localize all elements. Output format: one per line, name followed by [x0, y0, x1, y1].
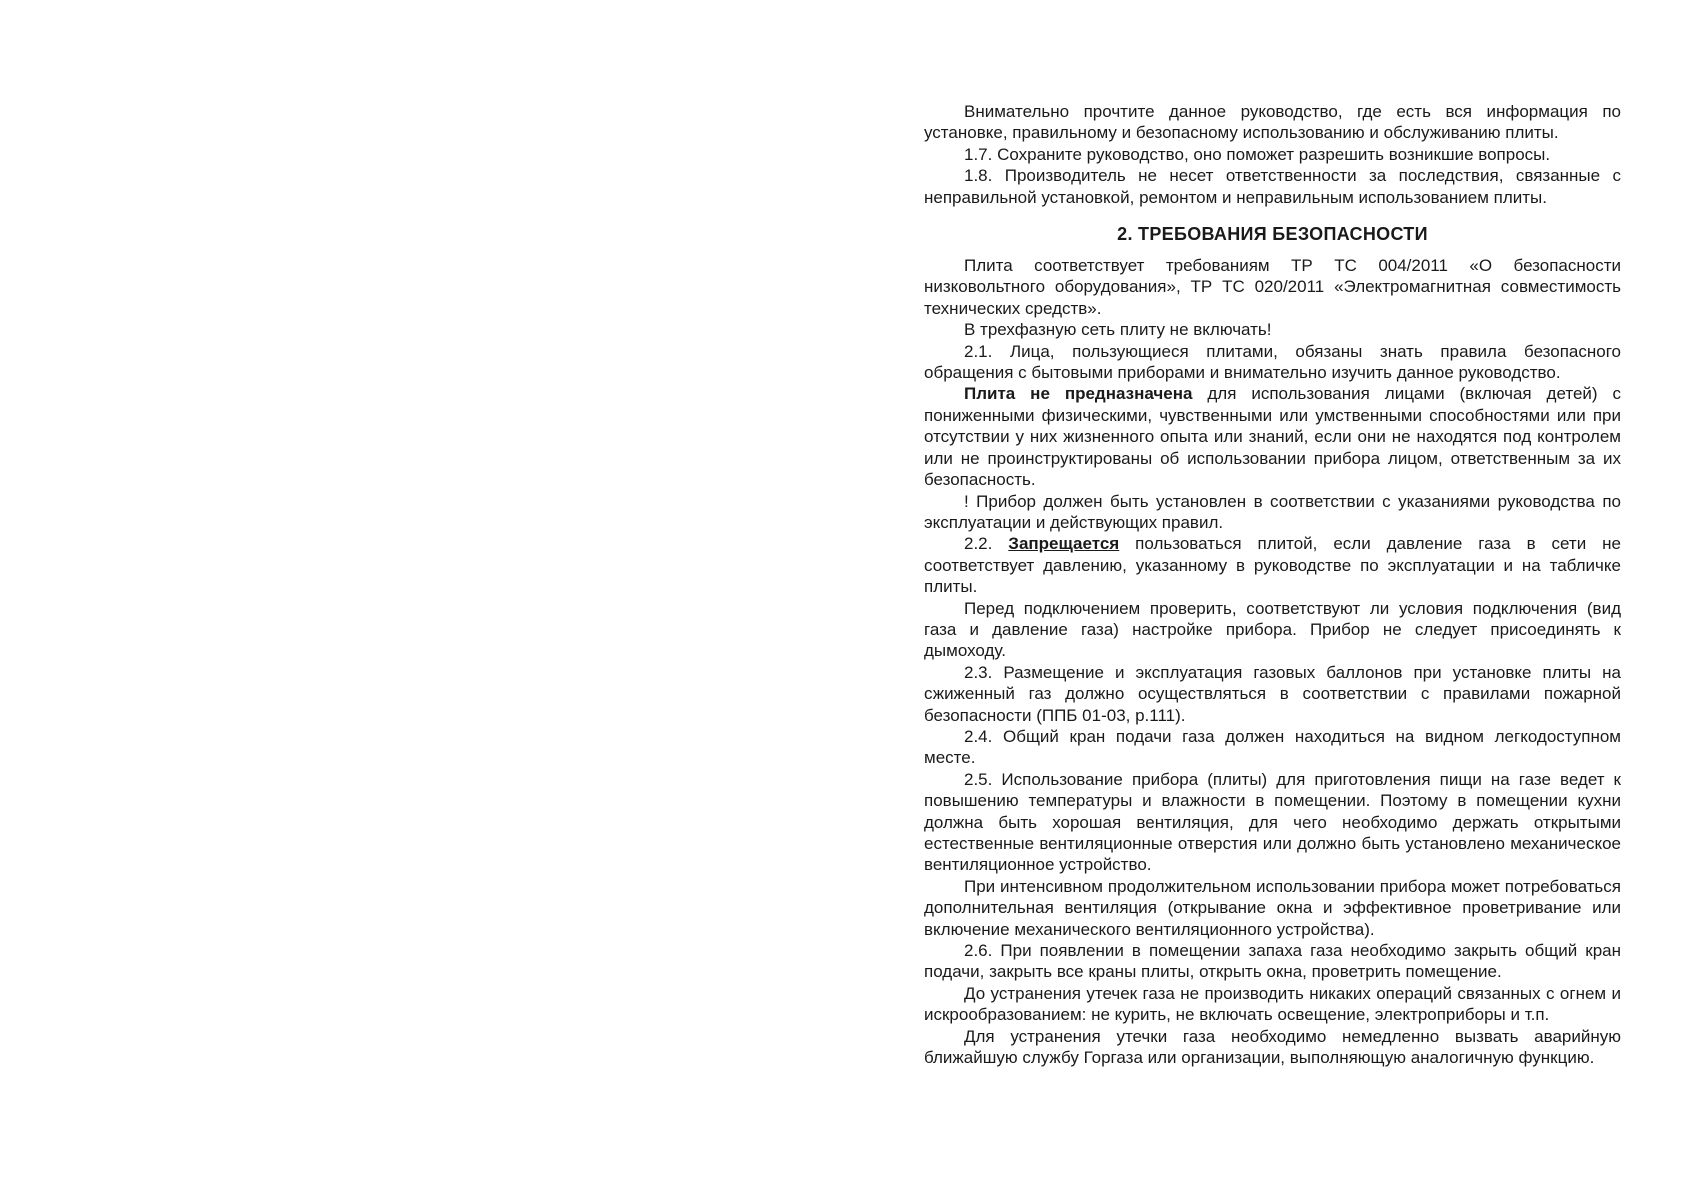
call-service-paragraph: Для устранения утечки газа необходимо немедленно вызвать аварийную ближайшую службу Горгаза или организации, выполняющую аналогичную функцию.: [924, 1026, 1621, 1068]
manual-page: [924, 101, 1621, 1068]
not-intended-rest: для использования лицами (включая детей) с пониженными физическими, чувственными или умственными способностями или при отсутствии у них жизненного опыта или знаний, если они не находятся под контролем или не проинструктированы об использовании прибора лицом, ответственным за их безопасность.: [924, 384, 1621, 490]
item-2-3: 2.3. Размещение и эксплуатация газовых баллонов при установке плиты на сжиженный газ должно осуществляться в соответствии с правилами пожарной безопасности (ППБ 01-03, р.111).: [924, 662, 1621, 725]
item-2-4: 2.4. Общий кран подачи газа должен находиться на видном легкодоступном месте.: [924, 726, 1621, 768]
item-2-2-number: 2.2.: [964, 534, 1009, 554]
section-title: 2. ТРЕБОВАНИЯ БЕЗОПАСНОСТИ: [1117, 224, 1428, 245]
item-2-6: 2.6. При появлении в помещении запаха газа необходимо закрыть общий кран подачи, закрыть все краны плиты, открыть окна, проветрить помещение.: [924, 941, 1621, 982]
item-2-5: 2.5. Использование прибора (плиты) для приготовления пищи на газе ведет к повышению температуры и влажности в помещении. Поэтому в помещении кухни должна быть хорошая вентиляция, для чего необходимо держать открытыми естественные вентиляционные отверстия или должно быть установлено механическое вентиляционное устройство.: [924, 769, 1621, 875]
compliance-paragraph: Плита соответствует требованиям ТР ТС 004/2011 «О безопасности низковольтного оборудования», ТР ТС 020/2011 «Электромагнитная совместимость технических средств».: [924, 256, 1621, 318]
item-1-8: 1.8. Производитель не несет ответственности за последствия, связанные с неправильной установкой, ремонтом и неправильным использованием плиты.: [924, 166, 1621, 207]
not-intended-bold: Плита не предназначена: [964, 384, 1193, 404]
intro-paragraph: Внимательно прочтите данное руководство, где есть вся информация по установке, правильному и безопасному использованию и обслуживанию плиты.: [924, 102, 1621, 143]
item-1-7: 1.7. Сохраните руководство, оно поможет разрешить возникшие вопросы.: [964, 144, 1551, 164]
not-intended-paragraph: [924, 383, 1621, 490]
three-phase-warning: В трехфазную сеть плиту не включать!: [964, 320, 1272, 340]
item-2-2-rest: пользоваться плитой, если давление газа в сети не соответствует давлению, указанному в руководстве по эксплуатации и на табличке плиты.: [924, 534, 1621, 597]
prohibited-label: Запрещается: [1008, 534, 1120, 554]
installation-note: ! Прибор должен быть установлен в соответствии с указаниями руководства по эксплуатации и действующих правил.: [924, 491, 1621, 532]
item-2-1: 2.1. Лица, пользующиеся плитами, обязаны знать правила безопасного обращения с бытовыми приборами и внимательно изучить данное руководство.: [924, 341, 1621, 383]
item-2-2: [924, 533, 1621, 597]
intensive-use-paragraph: При интенсивном продолжительном использовании прибора может потребоваться дополнительная вентиляция (открывание окна и эффективное проветривание или включение механического вентиляционного устройства).: [924, 876, 1621, 939]
until-fixed-paragraph: До устранения утечек газа не производить никаких операций связанных с огнем и искрообразованием: не курить, не включать освещение, электроприборы и т.п.: [924, 983, 1621, 1025]
before-connect-paragraph: Перед подключением проверить, соответствуют ли условия подключения (вид газа и давление газа) настройке прибора. Прибор не следует присоединять к дымоходу.: [924, 598, 1621, 661]
